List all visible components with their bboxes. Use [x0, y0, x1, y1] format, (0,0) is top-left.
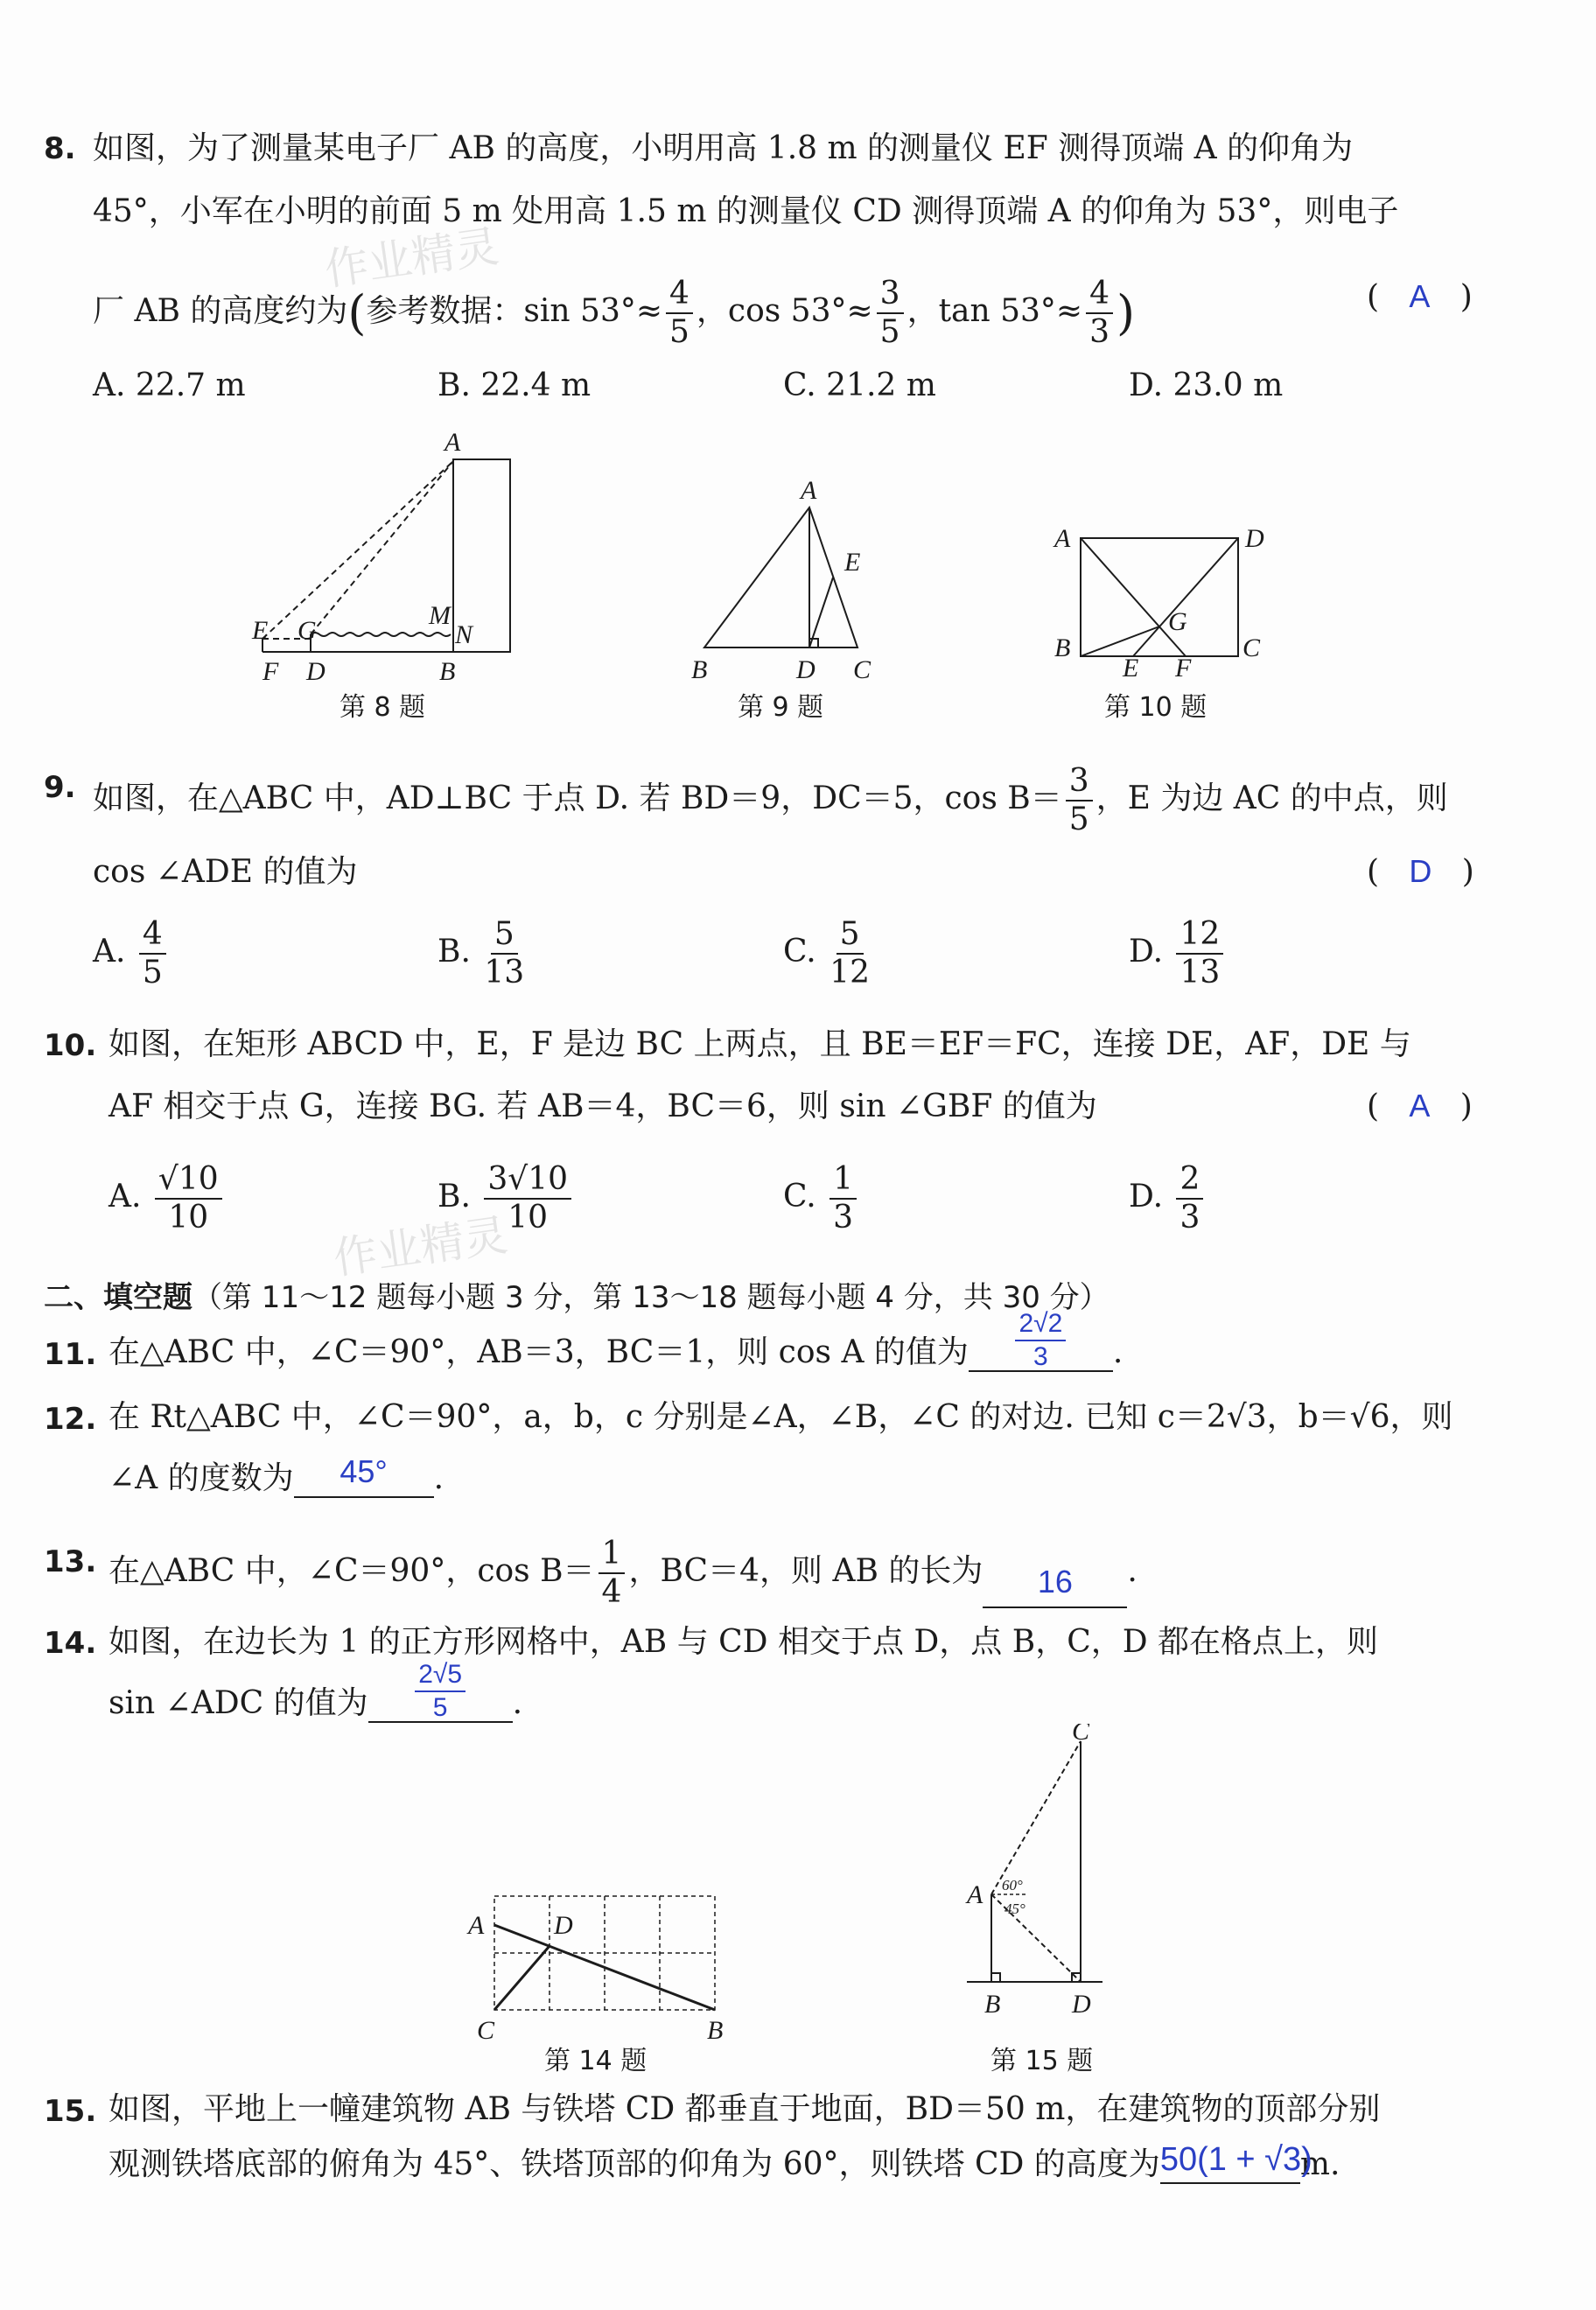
- answer: A: [1409, 278, 1431, 314]
- option: C. $\frac{5}{12}$: [783, 916, 870, 990]
- question-number: 11.: [44, 1337, 97, 1372]
- option: B. $\frac{5}{13}$: [438, 916, 525, 990]
- option: A. 22.7 m: [93, 368, 246, 403]
- watermark: 作业精灵: [330, 1209, 511, 1284]
- figure-9-caption: 第 9 题: [738, 692, 824, 723]
- answer: D: [1409, 853, 1432, 889]
- figure-15-caption: 第 15 题: [990, 2046, 1094, 2076]
- label-M: M: [429, 601, 451, 630]
- question-14-text: sin ∠ADC 的值为 $\frac{2√5}{5}$ .: [108, 1660, 523, 1722]
- figure-8-caption: 第 8 题: [340, 692, 426, 723]
- answer-parens: ( A ): [1367, 278, 1473, 315]
- question-text: AF 相交于点 G，连接 BG. 若 AB＝4，BC＝6，则 sin ∠GBF 的值为: [108, 1088, 1097, 1124]
- option: A. $\frac{√10}{10}$: [108, 1164, 226, 1234]
- question-text: 如图，为了测量某电子厂 AB 的高度，小明用高 1.8 m 的测量仪 EF 测得顶端 A 的仰角为: [93, 130, 1354, 166]
- question-text: cos ∠ADE 的值为: [93, 854, 358, 890]
- angle-60: 60°: [1002, 1877, 1023, 1894]
- figure-14: [459, 1877, 739, 2052]
- watermark: 作业精灵: [321, 220, 502, 296]
- label-G: G: [298, 616, 317, 645]
- label-G: G: [1168, 607, 1187, 636]
- question-text: 如图，在边长为 1 的正方形网格中，AB 与 CD 相交于点 D，点 B，C，D 都在格点上，则: [108, 1624, 1379, 1660]
- label-C: C: [1242, 634, 1261, 662]
- option: D. $\frac{12}{13}$: [1129, 919, 1227, 989]
- label-E: E: [1123, 654, 1139, 682]
- label-C: C: [853, 655, 872, 684]
- question-number: 14.: [44, 1626, 97, 1661]
- label-F: F: [262, 657, 279, 686]
- label-B: B: [691, 655, 708, 684]
- label-A: A: [444, 428, 461, 457]
- label-D: D: [796, 655, 816, 684]
- label-A: A: [468, 1911, 485, 1940]
- label-E: E: [252, 616, 269, 645]
- label-A: A: [967, 1880, 984, 1909]
- label-D: D: [306, 657, 326, 686]
- question-11-text: 在△ABC 中，∠C＝90°，AB＝3，BC＝1，则 cos A 的值为 $\frac{2√2}{3}$ .: [108, 1309, 1124, 1371]
- answer-parens: ( A ): [1367, 1088, 1473, 1124]
- question-number: 9.: [44, 770, 76, 805]
- angle-45: 45°: [1004, 1900, 1026, 1917]
- answer: 16: [1037, 1564, 1073, 1600]
- question-13-text: 在△ABC 中，∠C＝90°，cos B＝ $\frac{1}{4}$ ，BC＝4，则 AB 的长为 16 .: [108, 1536, 1138, 1610]
- answer: A: [1409, 1088, 1431, 1124]
- answer: 50(1 + √3): [1159, 2141, 1312, 2178]
- option: D. 23.0 m: [1129, 368, 1284, 403]
- label-E: E: [844, 548, 861, 577]
- question-text: 在 Rt△ABC 中，∠C＝90°，a，b，c 分别是∠A，∠B，∠C 的对边. 已知 c＝2√3，b＝√6，则: [108, 1399, 1453, 1435]
- option: A. $\frac{4}{5}$: [93, 919, 170, 989]
- question-text: 如图，在△ABC 中，AD⊥BC 于点 D. 若 BD＝9，DC＝5，cos B＝ $\frac{3}{5}$ ，E 为边 AC 的中点，则: [93, 763, 1448, 837]
- label-C: C: [1072, 1724, 1090, 1746]
- question-number: 8.: [44, 131, 76, 166]
- question-number: 15.: [44, 2094, 97, 2129]
- label-F: F: [1175, 654, 1192, 682]
- figure-9: [682, 472, 892, 687]
- option: B. $\frac{3√10}{10}$: [438, 1164, 575, 1234]
- label-C: C: [477, 2016, 495, 2045]
- question-12-text: ∠A 的度数为 45° .: [108, 1453, 444, 1496]
- figure-10: [1046, 521, 1273, 687]
- label-D: D: [1245, 524, 1264, 553]
- label-B: B: [439, 657, 456, 686]
- question-number: 10.: [44, 1028, 97, 1063]
- figure-14-caption: 第 14 题: [544, 2046, 648, 2076]
- label-A: A: [801, 476, 817, 505]
- answer-parens: ( D ): [1367, 853, 1474, 890]
- answer: 45°: [340, 1453, 388, 1489]
- option: C. 21.2 m: [783, 368, 936, 403]
- label-A: A: [1054, 524, 1071, 553]
- figure-10-caption: 第 10 题: [1104, 692, 1208, 723]
- question-text: 如图，平地上一幢建筑物 AB 与铁塔 CD 都垂直于地面，BD＝50 m，在建筑物的顶部分别: [108, 2091, 1381, 2127]
- question-number: 12.: [44, 1402, 97, 1437]
- figure-15: [962, 1724, 1120, 2021]
- question-15-text: 观测铁塔底部的俯角为 45°、铁塔顶部的仰角为 60°，则铁塔 CD 的高度为 50(1 + √3) m.: [108, 2141, 1340, 2182]
- question-text: 如图，在矩形 ABCD 中，E，F 是边 BC 上两点，且 BE＝EF＝FC，连接 DE，AF，DE 与: [108, 1026, 1411, 1062]
- label-D: D: [554, 1911, 573, 1940]
- figure-8: [245, 424, 534, 696]
- label-N: N: [455, 620, 473, 649]
- label-B: B: [707, 2016, 724, 2045]
- label-D: D: [1072, 1990, 1091, 2019]
- label-B: B: [984, 1990, 1001, 2019]
- section-heading: 二、填空题（第 11～12 题每小题 3 分，第 13～18 题每小题 4 分，共 30 分）: [44, 1280, 1110, 1315]
- label-B: B: [1054, 634, 1071, 662]
- question-text: 45°，小军在小明的前面 5 m 处用高 1.5 m 的测量仪 CD 测得顶端 A 的仰角为 53°，则电子: [93, 193, 1399, 229]
- option: D. $\frac{2}{3}$: [1129, 1164, 1207, 1234]
- option: B. 22.4 m: [438, 368, 592, 403]
- question-number: 13.: [44, 1544, 97, 1579]
- option: C. $\frac{1}{3}$: [783, 1164, 860, 1234]
- question-text: 厂 AB 的高度约为(参考数据：sin 53°≈ $\frac{4}{5}$ ，cos 53°≈ $\frac{3}{5}$ ，tan 53°≈ $\frac{4}{3}$ ): [93, 276, 1136, 350]
